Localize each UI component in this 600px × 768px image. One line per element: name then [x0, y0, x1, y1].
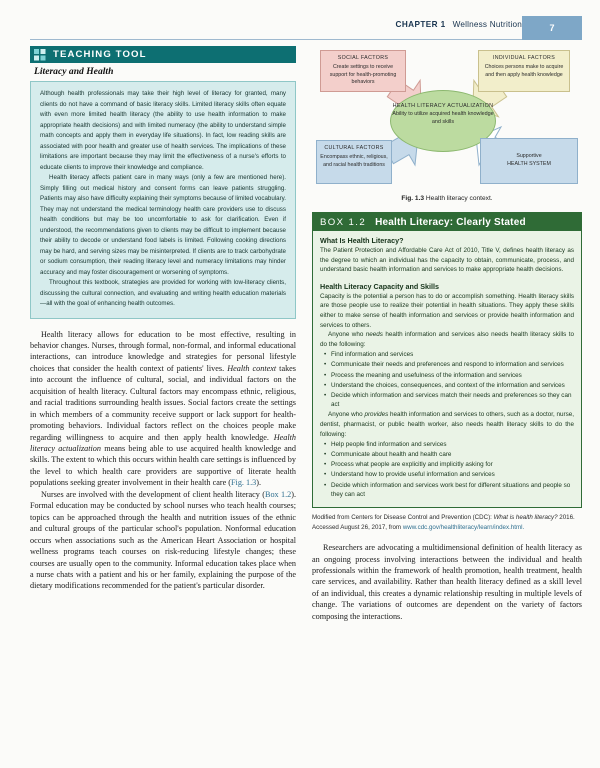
box-1-2-body	[313, 231, 581, 507]
figure-cross-reference[interactable]: Fig. 1.3	[230, 478, 257, 488]
box-lead-in-provides	[320, 410, 574, 439]
list-item: • Help people find information and services	[331, 440, 574, 450]
box-cross-reference[interactable]: Box 1.2	[264, 489, 292, 499]
node-heading: INDIVIDUAL FACTORS	[492, 55, 556, 61]
box-1-2	[312, 212, 582, 508]
teaching-tool-title: TEACHING TOOL	[53, 49, 147, 60]
italic-term: Health context	[227, 363, 277, 373]
text-run: ).	[256, 478, 262, 488]
box-section-text: The Patient Protection and Affordable Care Act of 2010, Title V, defines health literacy as the degree to which an individual has the capacity to obtain, communicate, process, and understand basic health information and services to make appropriate health decisions.	[320, 247, 574, 274]
node-body: HEALTH SYSTEM	[507, 160, 551, 167]
figure-node-individual-factors	[478, 50, 570, 92]
page-number: 7	[549, 23, 555, 33]
body-paragraph-1	[30, 329, 296, 489]
figure-caption-label: Fig. 1.3	[401, 195, 425, 202]
list-item: • Process the meaning and usefulness of the information and services	[331, 371, 574, 381]
text-run: ). Formal education may be conducted by school nurses who teach health courses; topics can be approached through the health and nutrition issues of the ethnic and cultural groups of the particular school's population. Nonformal education occurs when associations such as the American Heart Association or hospital wellness programs teach courses on risk-reducing lifestyle changes; these courses are usually open to the community. Informal education takes place when a nurse chats with a patient and his or her family, explaining the purpose of the dietary modifications recommended for the patient's particular disorder.	[30, 489, 296, 591]
box-list-provides	[320, 440, 574, 500]
text-run: health information and services also needs health literacy skills to do the following:	[320, 331, 574, 348]
node-heading: SOCIAL FACTORS	[337, 55, 389, 61]
list-item: • Find information and services	[331, 350, 574, 360]
text-run: Modified from Centers for Disease Control and Prevention (CDC):	[312, 514, 494, 522]
list-item: • Process what people are explicitly and implicitly asking for	[331, 460, 574, 470]
text-run: Anyone who	[328, 331, 366, 339]
italic-term: provides	[364, 411, 389, 419]
text-run: means being able to use acquired health knowledge and skills. The extent to which this occurs within health care settings is influenced by the level to which health care providers are supportive of literate health populations seeking greater involvement in their health care (	[30, 444, 296, 488]
figure-caption	[312, 195, 582, 202]
figure-node-social-factors	[320, 50, 406, 92]
chapter-label	[396, 20, 522, 29]
box-section-text: Capacity is the potential a person has to do or accomplish something. Health literacy skills are those people use to realize their potential in health situations. They apply these skills either to make sense of health information and services or provide health information and services to others.	[320, 292, 574, 329]
node-heading: CULTURAL FACTORS	[324, 145, 384, 151]
box-section-heading: Health Literacy Capacity and Skills	[320, 281, 440, 291]
chapter-title: Wellness Nutrition	[452, 20, 522, 29]
figure-1-3	[312, 46, 582, 194]
node-body: Choices persons make to acquire and then apply health knowledge	[484, 64, 564, 78]
figure-caption-text: Health literacy context.	[425, 195, 493, 202]
chapter-number: CHAPTER 1	[395, 20, 446, 29]
teaching-tool-header	[30, 46, 296, 63]
teaching-tool-paragraph: Although health professionals may take their high level of literacy for granted, many clients do not have a command of basic literacy skills. Limited literacy skills often equate with even more limited health literacy (the ability to use health information to make appropriate health decisions) and with limited numeracy (the ability to understand simple math concepts and apply them in everyday life situations). In fact, low reading skills are associated with poor health and greater use of health services. The implications of these limitations are important because they may limit the effectiveness of a nurse's efforts to educate clients to improve their knowledge and compliance.	[40, 90, 286, 171]
text-run: takes into account the influence of cultural, social, and individual factors on the acquisition of health literacy. Cultural factors may encompass ethnic, religious, and racial traditions surrounding health issues. Social factors create the settings in which members of a community receive support or lack support for health-promoting behaviors. Individual factors reflect on the choices people make regarding willingness to acquire and then apply health knowledge.	[30, 363, 296, 442]
right-column	[312, 46, 582, 622]
node-body: Ability to utilize acquired health knowledge and skills	[392, 110, 494, 125]
header-rule	[30, 39, 582, 40]
figure-node-cultural-factors	[316, 140, 392, 184]
box-1-2-header	[313, 213, 581, 231]
teaching-tool-paragraph: Health literacy affects patient care in many ways (only a few are mentioned here). Simply filling out medical history and consent forms can leave patients struggling. Patients may also have difficulty explaining their symptoms because of limited vocabulary. They may not understand the medical terminology health care providers use to discuss health conditions but may be too uncomfortable to ask for clarification. Even if understood, the recommendations given to clients may be difficult to implement because their ability to decode or understand food labels is limited. Following cooking directions may be hard, and serving sizes may be misinterpreted. If clients are to track carbohydrate or sodium consumption, their reading literacy level and numeracy limitations may hinder accuracy and may foster discouragement or worsening of symptoms.	[40, 174, 286, 276]
box-title: Health Literacy: Clearly Stated	[375, 216, 526, 228]
list-item: • Decide which information and services match their needs and preferences so they can act	[331, 391, 574, 410]
list-item: • Understand how to provide useful information and services	[331, 470, 574, 480]
italic-term: Health literacy actualization	[30, 432, 296, 454]
list-item: • Communicate their needs and preferences and respond to information and services	[331, 360, 574, 370]
box-section-heading: What Is Health Literacy?	[320, 236, 404, 245]
teaching-tool-paragraph: Throughout this textbook, strategies are provided for working with low-literacy clients, discussing the cultural connection, and evaluating and writing health education materials—all with the goal of enhancing health outcomes.	[40, 279, 286, 307]
box-lead-in-needs	[320, 330, 574, 349]
list-item: • Understand the choices, consequences, and context of the information and services	[331, 381, 574, 391]
teaching-tool-body	[30, 81, 296, 319]
text-run: Anyone who	[328, 411, 365, 419]
list-item: • Communicate about health and health care	[331, 450, 574, 460]
text-run: health information and services to others, such as a doctor, nurse, dentist, pharmacist, or public health worker, also needs health literacy skills to do the following:	[320, 411, 574, 438]
teaching-tool-icon	[34, 49, 46, 61]
page-number-badge	[522, 16, 582, 40]
teaching-tool-subtitle: Literacy and Health	[34, 66, 114, 77]
box-number: BOX 1.2	[320, 216, 367, 228]
text-run: Nurses are involved with the development of client health literacy (	[41, 489, 265, 499]
node-body: Encompass ethnic, religious, and racial health traditions	[320, 154, 388, 168]
italic-term: What is health literacy?	[493, 514, 558, 522]
list-item: • Decide which information and services work best for different situations and people so they can act	[331, 481, 574, 500]
node-heading: HEALTH LITERACY ACTUALIZATION	[392, 103, 494, 109]
box-list-needs	[320, 350, 574, 410]
node-body: Create settings to receive support for health-promoting behaviors	[329, 64, 397, 86]
left-column	[30, 46, 296, 592]
text-run: 2016. Accessed August 26, 2017, from	[312, 514, 575, 531]
figure-node-supportive-health-system	[480, 138, 578, 184]
body-paragraph-3: Researchers are advocating a multidimensional definition of health literacy as an ongoing process involving interactions between the individual and health professionals within the framework of health promotion, health treatment, health care services, and availability. Rather than health literacy defined as a skill level of an individual, this creates a dynamic relationship resulting in multiple levels of change. The variations of outcomes are dependent on the variety of factors composing the interactions.	[312, 543, 582, 621]
italic-term: needs	[365, 331, 383, 339]
box-source-note	[312, 513, 582, 532]
running-head	[0, 18, 600, 40]
node-heading: Supportive	[516, 153, 542, 159]
text-run: Health literacy allows for education to be most effective, resulting in behavior changes. Nurses, through formal, non-formal, and informal educational interactions, can introduce knowledge and strategies for personal lifestyle choices that consider the health context of patients' lives.	[30, 329, 296, 373]
body-paragraph-2	[30, 489, 296, 592]
teaching-tool-feature	[30, 46, 296, 319]
source-url[interactable]: www.cdc.gov/healthliteracy/learn/index.html.	[402, 523, 525, 531]
